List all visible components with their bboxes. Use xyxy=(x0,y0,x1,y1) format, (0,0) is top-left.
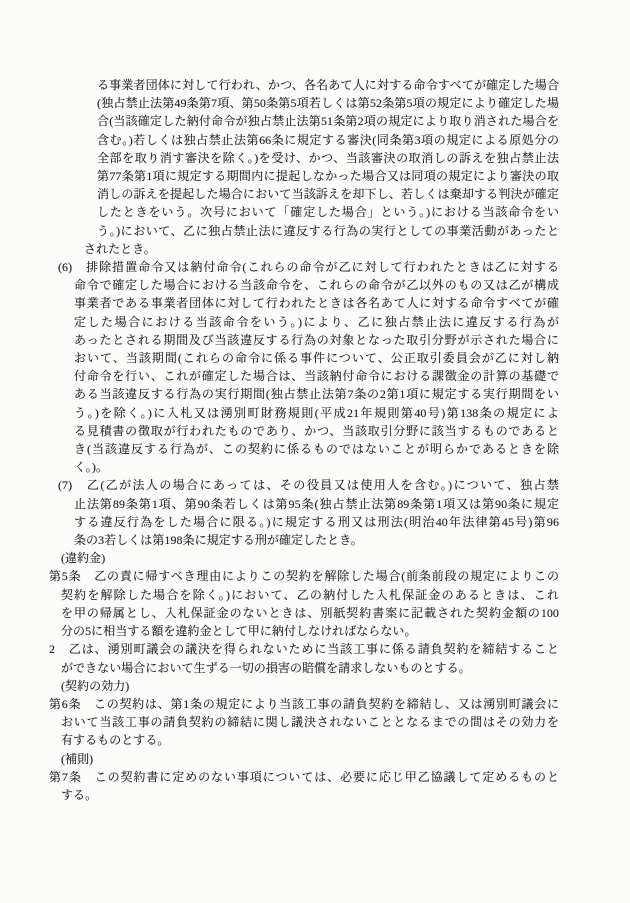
document-line: する違反行為をした場合に限る。)に規定する刑又は刑法(明治40年法律第45号)第96 xyxy=(74,514,559,529)
document-line: を甲の帰属とし、入札保証金のないときは、別紙契約書案に記載された契約金額の100 xyxy=(61,605,559,620)
document-line: 全部を取り消す審決を除く。)を受け、かつ、当該審決の取消しの訴えを独占禁止法 xyxy=(97,150,559,165)
document-line: る見積書の徴取が行われたものであり、かつ、当該取引分野に該当するものであると xyxy=(74,423,559,438)
document-line: う。)において、乙に独占禁止法に違反する行為の実行としての事業活動があったと xyxy=(97,223,559,238)
document-line: おいて当該工事の請負契約の締結に関し議決されないこととなるまでの間はその効力を xyxy=(61,715,559,730)
document-line: (7) 乙(乙が法人の場合にあっては、その役員又は使用人を含む。)について、独占禁 xyxy=(58,478,559,493)
document-line: 消しの訴えを提起した場合において当該訴えを却下し、若しくは棄却する判決が確定 xyxy=(97,187,559,202)
document-line: する。 xyxy=(61,787,98,802)
document-line: 含む。)若しくは独占禁止法第66条に規定する審決(同条第3項の規定による原処分の xyxy=(97,132,559,147)
document-line: (6) 排除措置命令又は納付命令(これらの命令が乙に対して行われたときは乙に対する xyxy=(58,260,559,275)
document-line: (補則) xyxy=(61,751,94,766)
document-line: き(当該違反する行為が、この契約に係るものではないことが明らかであるときを除 xyxy=(74,442,559,457)
document-line: 2 乙は、湧別町議会の議決を得られないために当該工事に係る請負契約を締結すること xyxy=(49,642,559,657)
document-line: (契約の効力) xyxy=(61,678,130,693)
document-line: 止法第89条第1項、第90条若しくは第95条(独占禁止法第89条第1項又は第90条に規定 xyxy=(74,496,559,511)
document-line: したときをいう。次号において「確定した場合」という。)における当該命令をい xyxy=(97,205,559,220)
document-line: 命令で確定した場合における当該命令を、これらの命令が乙以外のもの又は乙が構成 xyxy=(74,278,559,293)
document-line: 契約を解除した場合を除く。)において、乙の納付した入札保証金のあるときは、これ xyxy=(61,587,559,602)
document-line: 事業者である事業者団体に対して行われたときは各名あて人に対する命令すべてが確 xyxy=(74,296,559,311)
document-line: 有するものとする。 xyxy=(61,733,170,748)
document-line: る事業者団体に対して行われ、かつ、各名あて人に対する命令すべてが確定した場合 xyxy=(97,78,559,92)
document-line: 合(当該確定した納付命令が独占禁止法第51条第2項の規定により取り消された場合を xyxy=(97,114,559,129)
document-line: く。)。 xyxy=(74,460,108,475)
document-line: 分の5に相当する額を違約金として甲に納付しなければならない。 xyxy=(61,624,417,639)
document-line: あったとされる期間及び当該違反する行為の対象となった取引分野が示された場合に xyxy=(74,332,559,347)
document-line: う。)を除く。)に入札又は湧別町財務規則(平成21年規則第40号)第138条の規定によ xyxy=(74,405,559,420)
document-line: されたとき。 xyxy=(84,241,156,256)
document-line: ができない場合において生ずる一切の損害の賠償を請求しないものとする。 xyxy=(61,660,471,675)
document-line: おいて、当該期間(これらの命令に係る事件について、公正取引委員会が乙に対し納 xyxy=(74,351,559,366)
document-lines xyxy=(49,76,559,804)
document-line: 第77条第1項に規定する期間内に提起しなかった場合又は同項の規定により審決の取 xyxy=(97,169,559,184)
document-line: 第7条 この契約書に定めのない事項については、必要に応じ甲乙協議して定めるものと xyxy=(49,769,559,784)
document-line: 付命令を行い、これが確定した場合は、当該納付命令における課徴金の計算の基礎で xyxy=(74,369,559,384)
document-line: 定した場合における当該命令をいう。)により、乙に独占禁止法に違反する行為が xyxy=(74,314,559,329)
document-line: 第6条 この契約は、第1条の規定により当該工事の請負契約を締結し、又は湧別町議会に xyxy=(49,696,559,711)
document-line: ある当該違反する行為の実行期間(独占禁止法第7条の2第1項に規定する実行期間をい xyxy=(74,387,559,402)
document-line: (違約金) xyxy=(61,551,106,566)
document-line: 条の3若しくは第198条に規定する刑が確定したとき。 xyxy=(74,533,363,548)
document-line: (独占禁止法第49条第7項、第50条第5項若しくは第52条第5項の規定により確定した場 xyxy=(97,96,559,111)
document-line: 第5条 乙の責に帰すべき理由によりこの契約を解除した場合(前条前段の規定によりこの xyxy=(49,569,559,584)
